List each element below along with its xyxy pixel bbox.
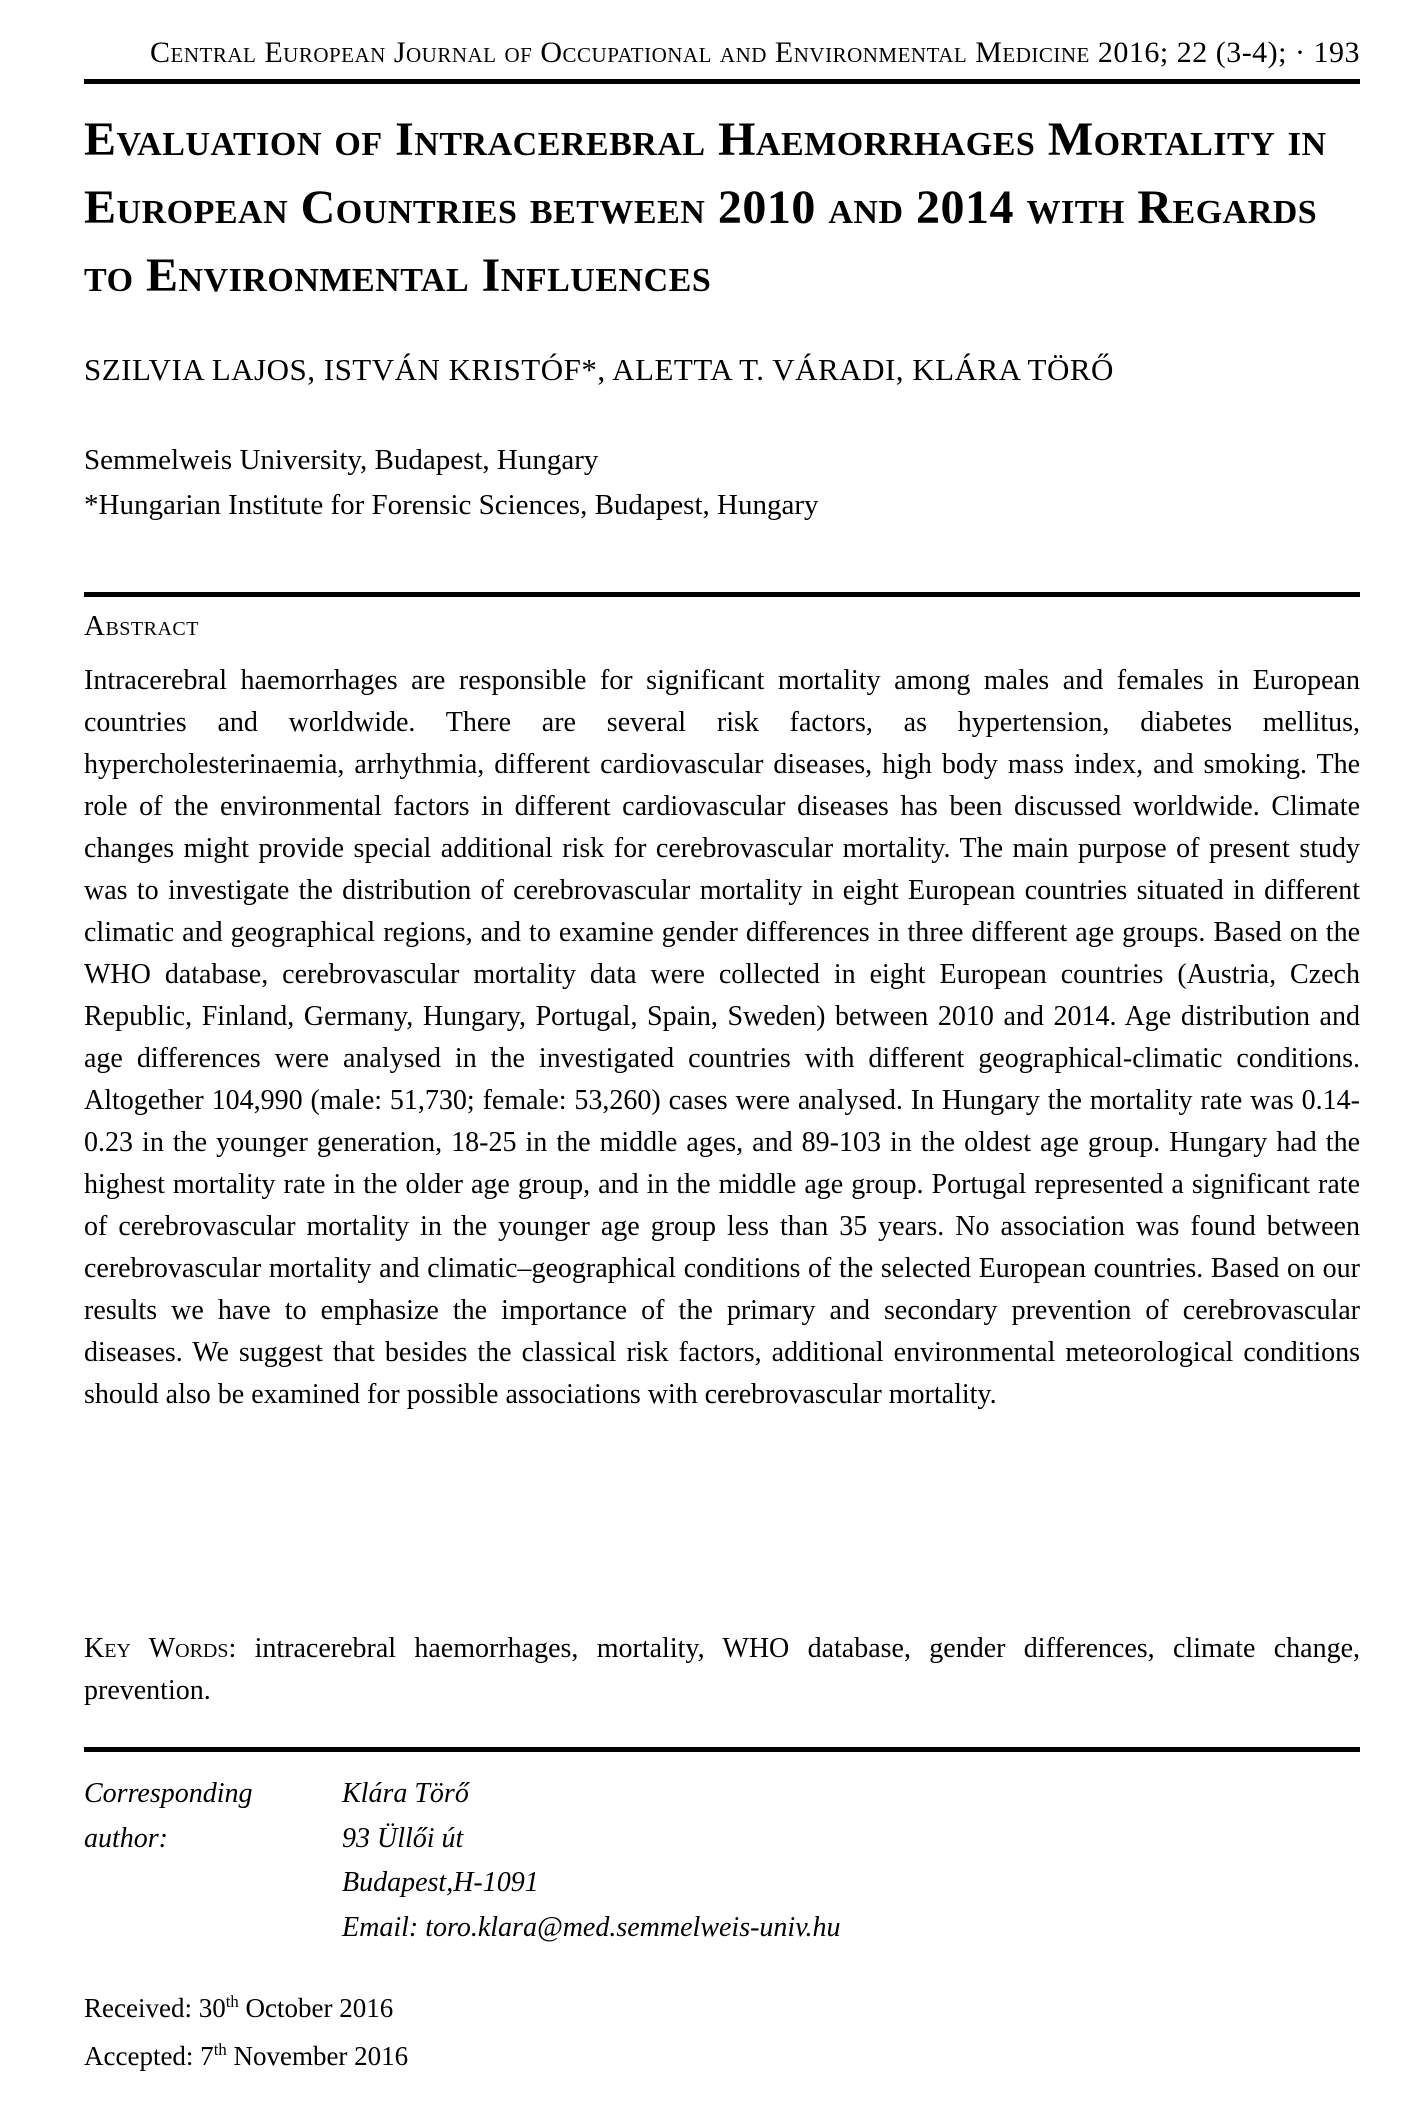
journal-header: Central European Journal of Occupational and Environmental Medicine 2016; 22 (3-4); · 193 bbox=[150, 36, 1360, 69]
abstract-body: Intracerebral haemorrhages are responsible for significant mortality among males and females in European countries and worldwide. There are several risk factors, as hypertension, diabetes mellitus, hypercholesterinaemia, arrhythmia, different cardiovascular diseases, high body mass index, and smoking. The role of the environmental factors in different cardiovascular diseases has been discussed worldwide. Climate changes might provide special additional risk for cerebrovascular mortality. The main purpose of present study was to investigate the distribution of cerebrovascular mortality in eight European countries situated in different climatic and geographical regions, and to examine gender differences in three different age groups. Based on the WHO database, cerebrovascular mortality data were collected in eight European countries (Austria, Czech Republic, Finland, Germany, Hungary, Portugal, Spain, Sweden) between 2010 and 2014. Age distribution and age differences were analysed in the investigated countries with different geographical-climatic conditions. Altogether 104,990 (male: 51,730; female: 53,260) cases were analysed. In Hungary the mortality rate was 0.14-0.23 in the younger generation, 18-25 in the middle ages, and 89-103 in the oldest age group. Hungary had the highest mortality rate in the older age group, and in the middle age group. Portugal represented a significant rate of cerebrovascular mortality in the younger age group less than 35 years. No association was found between cerebrovascular mortality and climatic–geographical conditions of the selected European countries. Based on our results we have to emphasize the importance of the primary and secondary prevention of cerebrovascular diseases. We suggest that besides the classical risk factors, additional environmental meteorological conditions should also be examined for possible associations with cerebrovascular mortality. bbox=[84, 665, 1360, 1410]
keywords-label: Key Words: bbox=[84, 1633, 237, 1664]
dates bbox=[84, 1984, 1360, 2080]
affiliation-line: *Hungarian Institute for Forensic Sciences, Budapest, Hungary bbox=[84, 489, 819, 521]
accepted-date-rest: November 2016 bbox=[226, 2041, 409, 2071]
accepted-date bbox=[84, 2032, 1360, 2080]
keywords-line bbox=[84, 1628, 1360, 1712]
affiliation-line: Semmelweis University, Budapest, Hungary bbox=[84, 444, 599, 476]
corresponding-author-block bbox=[84, 1772, 1360, 1950]
article-title-line: European Countries between 2010 and 2014 with Regards bbox=[84, 181, 1318, 234]
abstract-heading: Abstract bbox=[84, 610, 199, 642]
corresponding-author-label: Corresponding author: bbox=[84, 1778, 253, 1854]
corresponding-author-street: 93 Üllői út bbox=[342, 1822, 464, 1854]
corresponding-author-details bbox=[342, 1772, 1360, 1950]
received-date-rest: October 2016 bbox=[238, 1993, 394, 2023]
received-date bbox=[84, 1984, 1360, 2032]
keywords-text: intracerebral haemorrhages, mortality, WHO database, gender differences, climate change, prevention. bbox=[84, 1633, 1360, 1706]
article-title-line: to Environmental Influences bbox=[84, 249, 712, 302]
received-date-text: Received: 30 bbox=[84, 1993, 226, 2023]
corresponding-author-name: Klára Törő bbox=[342, 1778, 469, 1809]
header-rule bbox=[84, 79, 1360, 84]
article-title-line: Evaluation of Intracerebral Haemorrhages Mortality in bbox=[84, 113, 1327, 166]
corresponding-author-city: Budapest,H-1091 bbox=[342, 1867, 539, 1898]
article-title bbox=[84, 106, 1360, 310]
accepted-date-ordinal: th bbox=[213, 2040, 227, 2059]
correspondence-rule bbox=[84, 1747, 1360, 1752]
received-date-ordinal: th bbox=[225, 1992, 239, 2011]
authors-line: SZILVIA LAJOS, ISTVÁN KRISTÓF*, ALETTA T. VÁRADI, KLÁRA TÖRŐ bbox=[84, 352, 1114, 387]
abstract-top-rule bbox=[84, 592, 1360, 597]
affiliations bbox=[84, 438, 1360, 528]
corresponding-author-email: Email: toro.klara@med.semmelweis-univ.hu bbox=[342, 1911, 841, 1943]
accepted-date-text: Accepted: 7 bbox=[84, 2041, 214, 2071]
